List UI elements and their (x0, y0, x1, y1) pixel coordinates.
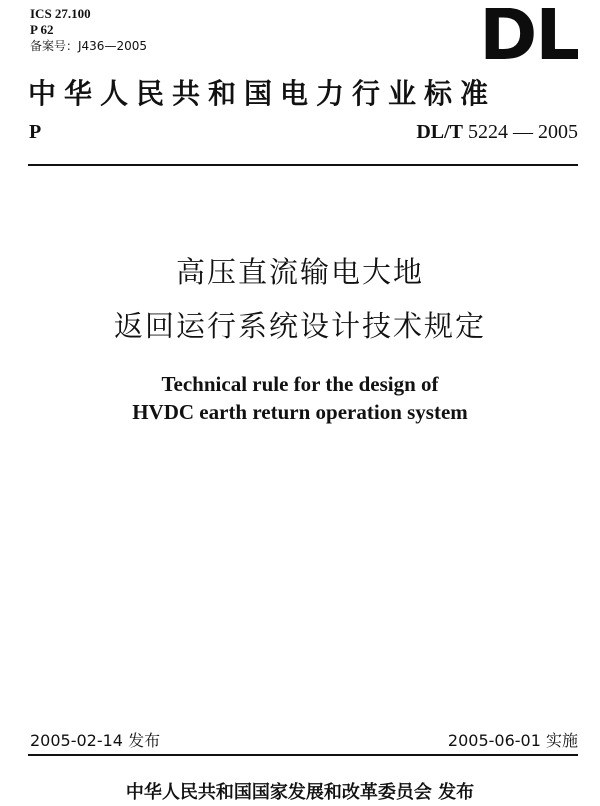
bottom-divider (28, 754, 578, 756)
standard-code: DL/T (416, 121, 463, 143)
category-mark: P (29, 121, 42, 143)
standard-number-value: 5224 — 2005 (468, 121, 578, 143)
ics-code: ICS 27.100 (30, 6, 91, 21)
record-number: 备案号：J436—2005 (30, 39, 147, 53)
standard-number (416, 121, 578, 144)
title-en-line-1: Technical rule for the design of (161, 372, 439, 396)
dl-logo: DL (479, 8, 578, 62)
top-divider (28, 164, 578, 166)
title-cn-line-1: 高压直流输电大地 (175, 255, 424, 289)
title-cn-line-2: 返回运行系统设计技术规定 (113, 309, 486, 343)
classification-code: P 62 (30, 22, 54, 37)
issuing-authority: 中华人民共和国国家发展和改革委员会 发布 (125, 782, 475, 803)
standard-type-banner: 中华人民共和国电力行业标准 (28, 77, 497, 110)
issue-date: 2005-02-14 发布 (30, 731, 161, 750)
implementation-date: 2005-06-01 实施 (447, 731, 578, 750)
title-en-line-2: HVDC earth return operation system (132, 400, 468, 424)
